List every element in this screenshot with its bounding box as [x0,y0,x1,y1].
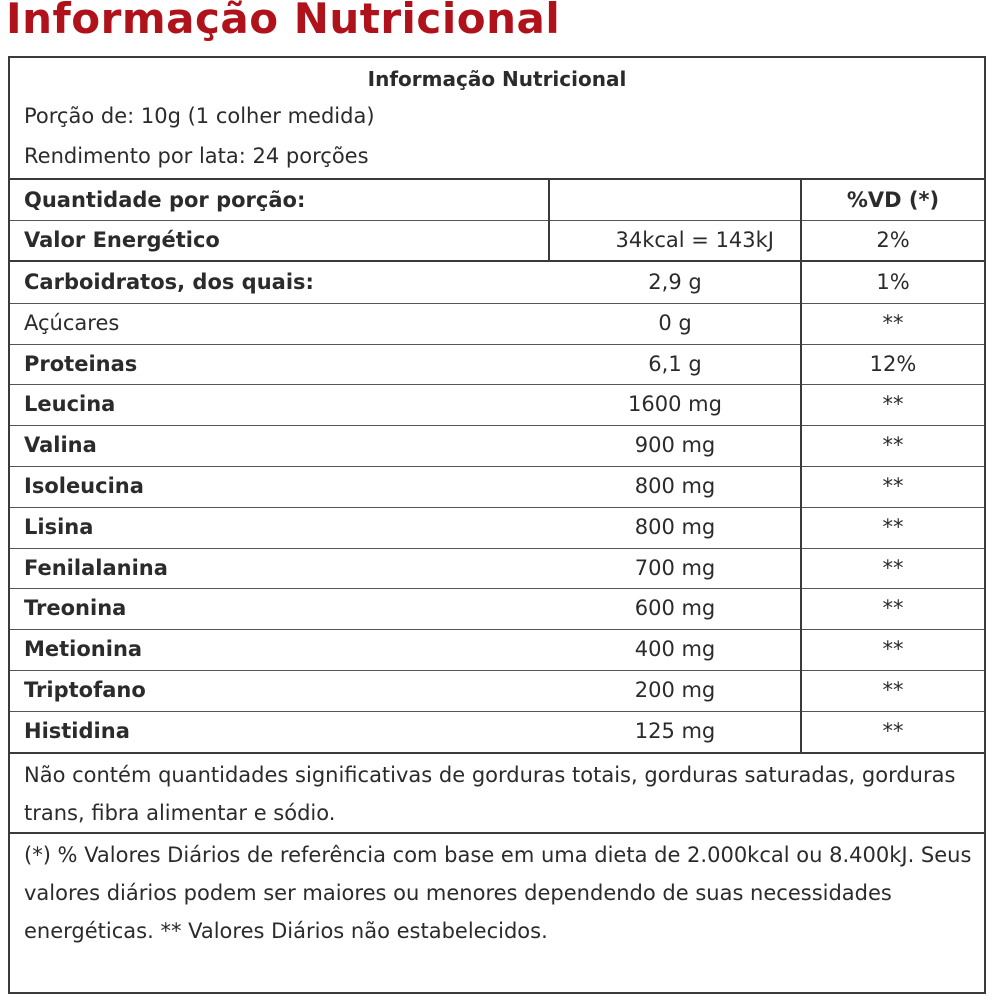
nutrient-amount: 0 g [658,311,692,335]
energy-row [10,220,984,261]
nutrient-name: Valina [24,433,97,457]
yield-per-can: Rendimento por lata: 24 porções [24,144,369,168]
energy-name: Valor Energético [24,228,220,252]
table-row [10,344,984,385]
nutrient-name: Carboidratos, dos quais: [24,270,314,294]
energy-vd: 2% [876,228,910,252]
nutrient-amount: 2,9 g [648,270,702,294]
table-row [10,507,984,548]
table-row [10,466,984,507]
nutrient-vd: 1% [876,270,910,294]
nutrient-name: Treonina [24,596,127,620]
column-divider-vd [800,178,802,752]
nutrient-name: Fenilalanina [24,556,168,580]
page-title: Informação Nutricional [6,0,561,43]
table-row [10,588,984,629]
nutrient-vd: ** [882,678,904,702]
header-quantity: Quantidade por porção: [24,188,306,212]
nutrient-name: Proteinas [24,352,138,376]
divider [10,832,984,834]
nutrient-name: Isoleucina [24,474,144,498]
nutrient-amount: 800 mg [634,515,716,539]
nutrient-amount: 800 mg [634,474,716,498]
header-vd: %VD (*) [846,188,940,212]
nutrient-name: Lisina [24,515,94,539]
energy-amount: 34kcal = 143kJ [615,228,774,252]
table-row [10,711,984,752]
nutrition-table [8,56,986,994]
table-title: Informação Nutricional [367,67,627,91]
nutrient-amount: 1600 mg [628,392,722,416]
note-vd: (*) % Valores Diários de referência com base em uma dieta de 2.000kcal ou 8.400kJ. Seus valores diários podem ser maiores ou menores dependendo de suas necessidades energéticas. ** Valores Diários não estabelecidos. [24,843,972,943]
table-row [10,629,984,670]
nutrient-name: Histidina [24,719,130,743]
nutrient-vd: ** [882,637,904,661]
note-insignificant: Não contém quantidades significativas de gorduras totais, gorduras saturadas, gorduras trans, fibra alimentar e sódio. [24,763,956,825]
nutrient-name: Açúcares [24,311,120,335]
nutrient-vd: ** [882,311,904,335]
nutrient-amount: 600 mg [634,596,716,620]
nutrient-vd: ** [882,433,904,457]
table-row [10,303,984,344]
nutrient-name: Metionina [24,637,143,661]
table-row [10,548,984,589]
nutrient-vd: ** [882,392,904,416]
nutrient-amount: 125 mg [634,719,716,743]
column-divider-amount [548,178,550,260]
divider [10,752,984,754]
nutrient-vd: 12% [869,352,917,376]
table-row [10,262,984,303]
table-row [10,384,984,425]
nutrient-name: Triptofano [24,678,146,702]
serving-size: Porção de: 10g (1 colher medida) [24,104,375,128]
nutrient-amount: 6,1 g [648,352,702,376]
table-row [10,425,984,466]
table-row [10,670,984,711]
nutrient-amount: 900 mg [634,433,716,457]
nutrient-name: Leucina [24,392,116,416]
nutrient-vd: ** [882,515,904,539]
nutrient-vd: ** [882,474,904,498]
nutrient-amount: 400 mg [634,637,716,661]
nutrient-amount: 200 mg [634,678,716,702]
nutrient-amount: 700 mg [634,556,716,580]
table-header-row [10,180,984,221]
nutrient-vd: ** [882,556,904,580]
nutrient-vd: ** [882,596,904,620]
nutrient-vd: ** [882,719,904,743]
